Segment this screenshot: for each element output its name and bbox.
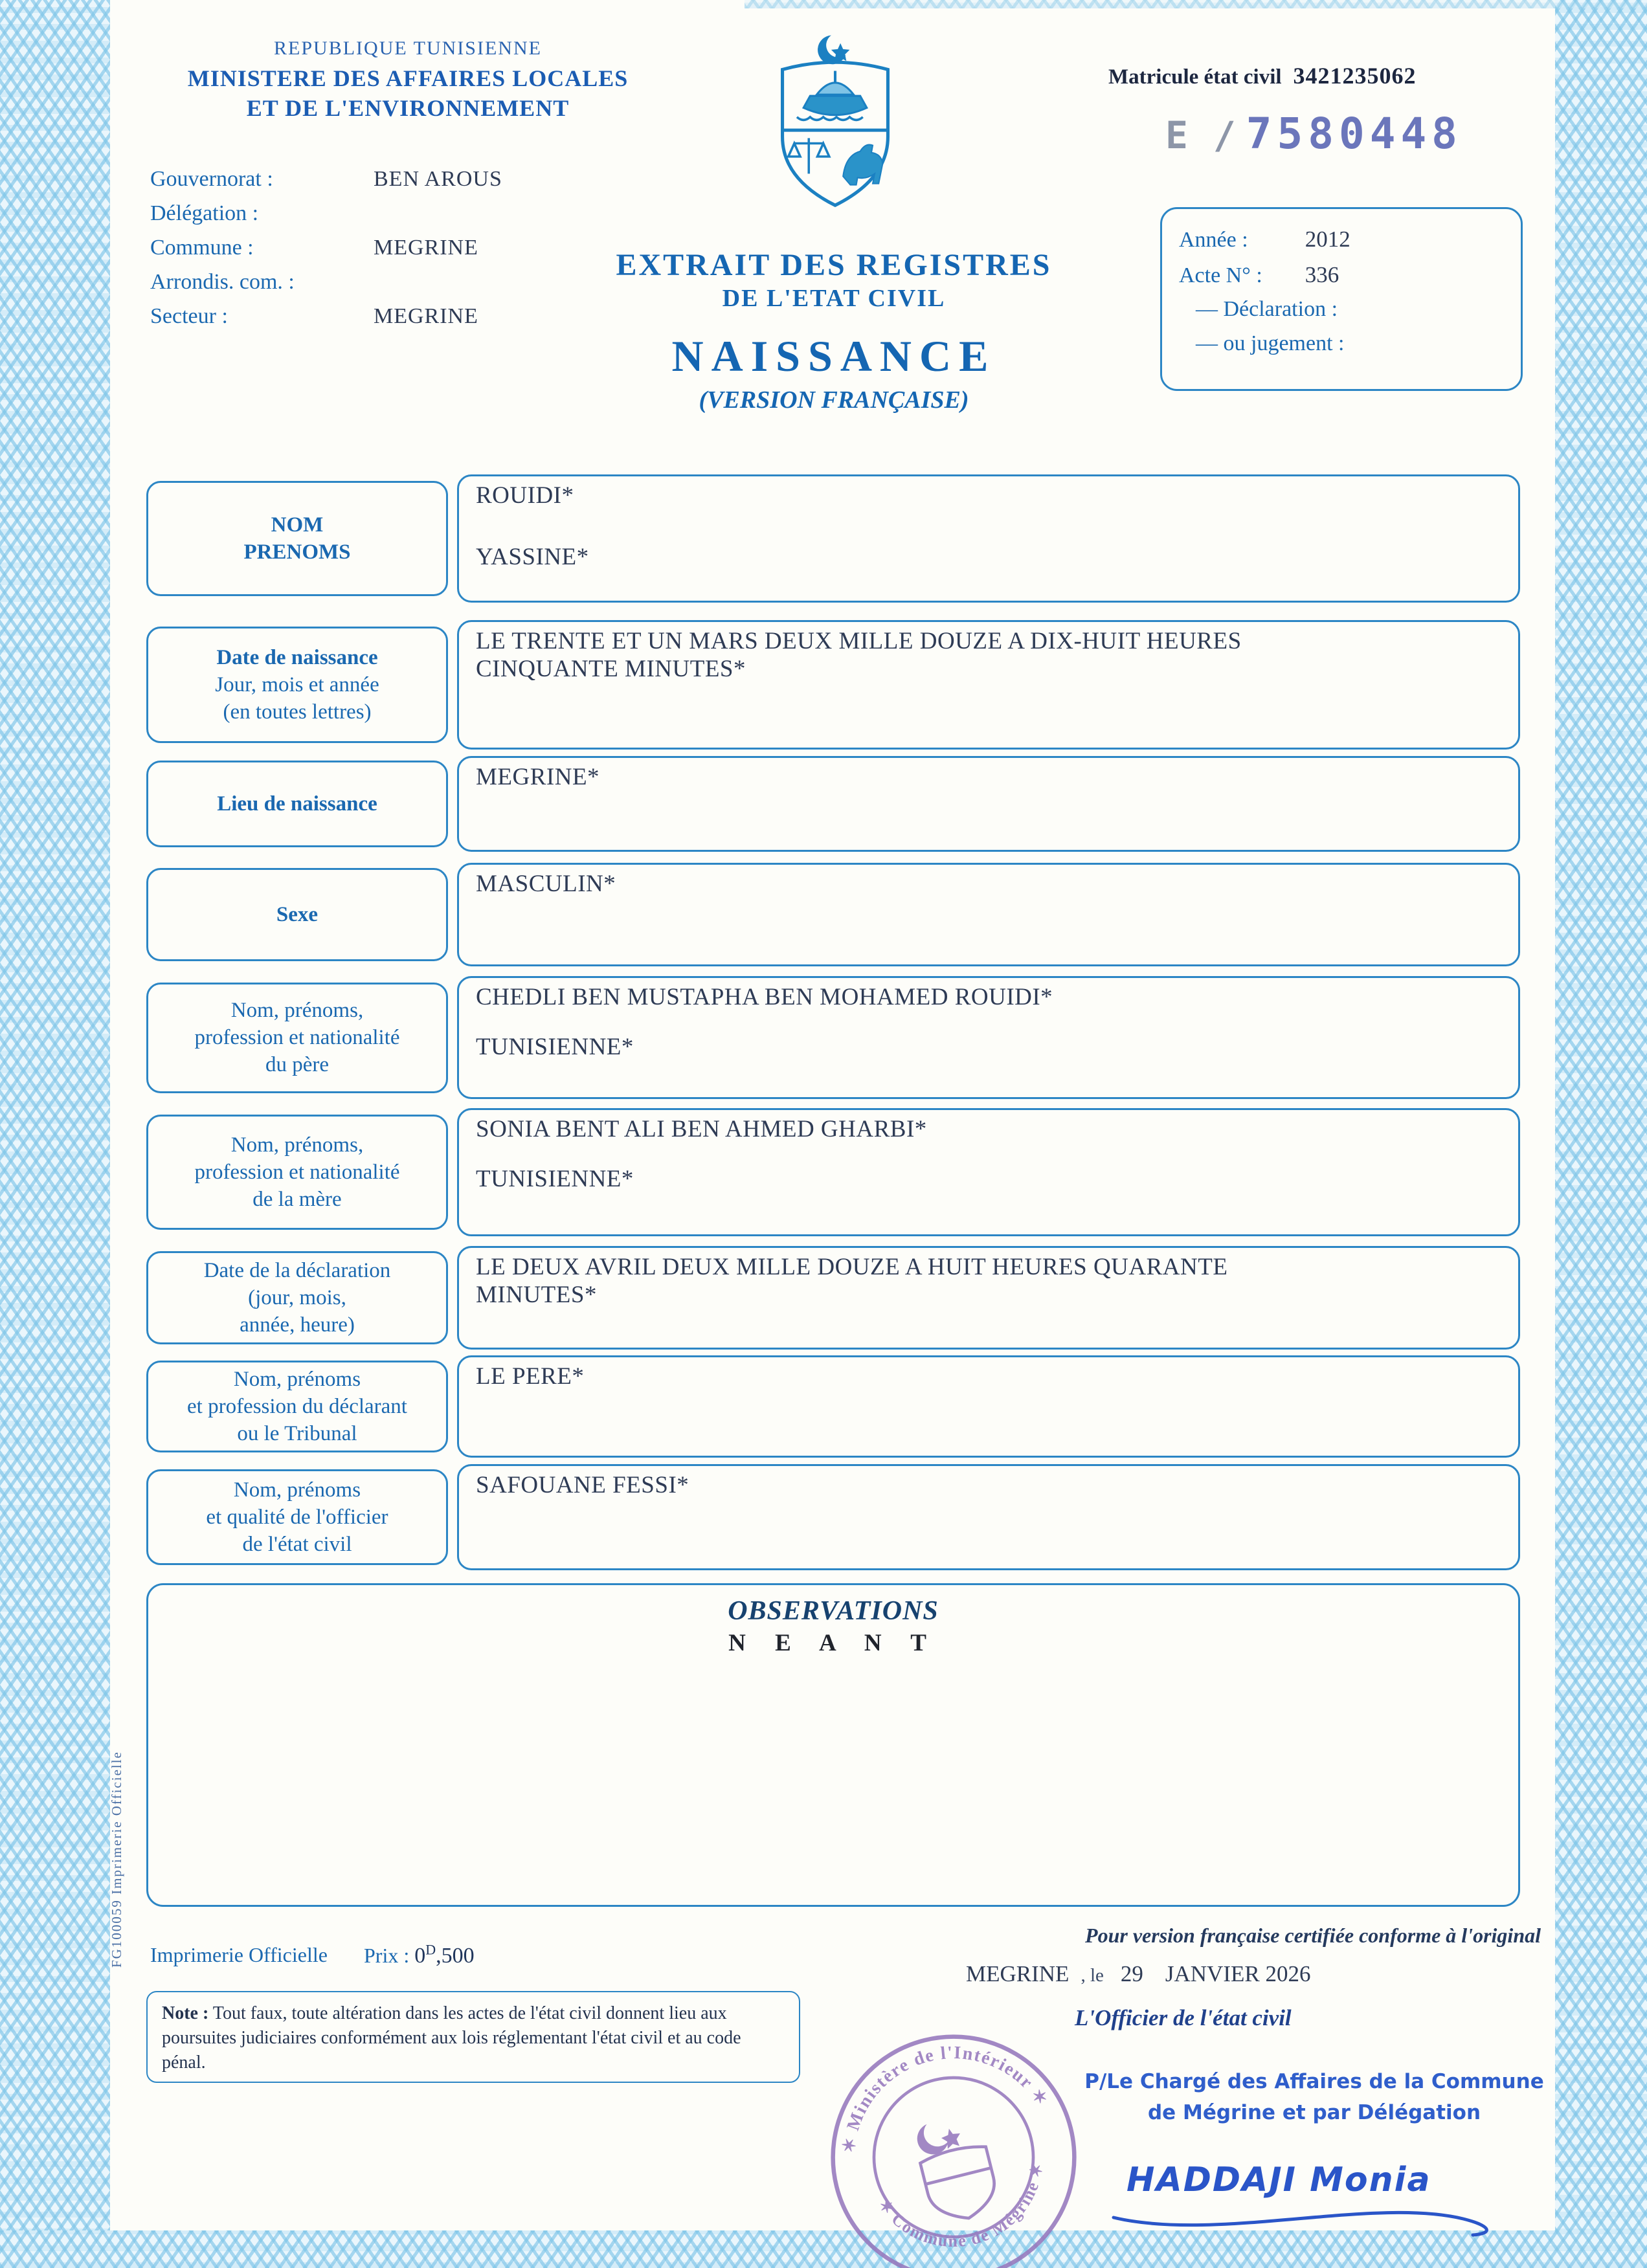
field-value-line: LE PERE* [476,1363,585,1390]
field-label [146,1469,448,1565]
acte-number-label: Acte N° : [1179,263,1262,287]
location-value: BEN AROUS [374,167,502,191]
field-label [146,761,448,847]
imprimerie-label: Imprimerie Officielle [150,1943,328,1966]
field-row-date-declaration [146,1246,1520,1350]
price-value: $0^D,500$ [414,1942,475,1968]
legal-note-box [146,1991,800,2083]
field-label-line: Lieu de naissance [217,792,377,816]
serial-prefix: E / [1165,113,1237,157]
annee-label: Année : [1179,228,1248,252]
serial-digits: 7580448 [1246,109,1462,159]
field-label-line: PRENOMS [243,540,351,564]
field-value [457,1355,1520,1458]
field-value [457,863,1520,966]
matricule-line [1108,62,1536,89]
serial-number [1165,109,1462,159]
field-value-line: MINUTES* [476,1282,597,1308]
field-label [146,868,448,961]
date-day: 29 [1120,1961,1143,1986]
acte-box [1160,207,1523,391]
jugement-label: — ou jugement : [1196,331,1345,356]
matricule-label: Matricule état civil [1108,65,1282,89]
field-label-line: année, heure) [240,1313,355,1337]
field-value-line: TUNISIENNE* [476,1166,634,1192]
declaration-line [1179,293,1504,327]
field-label-line: de l'état civil [242,1533,352,1557]
note-label: Note : [162,2003,209,2023]
field-value [457,474,1520,603]
field-value [457,1246,1520,1350]
field-value-line: SAFOUANE FESSI* [476,1472,689,1498]
declaration-label: — Déclaration : [1196,297,1338,322]
field-value [457,756,1520,852]
annee-line [1179,222,1504,258]
place-value: MEGRINE [966,1961,1070,1986]
field-label-line: Nom, prénoms, [230,998,364,1022]
field-label-line: Nom, prénoms [233,1367,361,1391]
guilloche-border-right [1555,0,1647,2268]
location-label: Secteur : [150,304,228,328]
field-label-line: Jour, mois et année [215,673,379,696]
field-label-line: Nom, prénoms [233,1478,361,1502]
field-label-line: et qualité de l'officier [206,1505,388,1529]
delegation-line1: P/Le Chargé des Affaires de la Commune [1084,2070,1544,2093]
field-label-line: de la mère [252,1188,342,1212]
commune-round-stamp [792,1996,1114,2268]
location-label: Arrondis. com. : [150,270,295,294]
stamp-top-text: ✶ Ministère de l'Intérieur ✶ [838,2043,1053,2154]
le-label: , le [1081,1965,1104,1986]
print-reference-vertical: FG100059 Imprimerie Officielle [109,1751,124,1968]
field-row-sexe [146,863,1520,966]
field-label-line: profession et nationalité [194,1160,400,1184]
field-value-line: ROUIDI* [476,482,574,509]
field-label-line: (jour, mois, [248,1285,346,1309]
acte-number-value: 336 [1305,261,1339,287]
place-date-line [966,1961,1310,1987]
field-row-officier [146,1464,1520,1570]
delegation-line2: de Mégrine et par Délégation [1147,2101,1481,2125]
title-line2: DE L'ETAT CIVIL [722,285,946,312]
title-line4: (VERSION FRANÇAISE) [699,386,969,414]
ministry-line1: MINISTERE DES AFFAIRES LOCALES [187,65,629,91]
location-label: Gouvernorat : [150,167,273,191]
field-row-lieu-naissance [146,756,1520,852]
field-label [146,1361,448,1452]
acte-number-line [1179,258,1504,293]
location-row-delegation [150,201,707,236]
field-value-line: LE DEUX AVRIL DEUX MILLE DOUZE A HUIT HEURES QUARANTE [476,1254,1228,1280]
field-value [457,1464,1520,1570]
observations-value: N E A N T [728,1630,938,1656]
guilloche-border-left [0,0,110,2268]
matricule-value: 3421235062 [1293,63,1417,89]
field-row-date-naissance [146,620,1520,750]
field-value-line: LE TRENTE ET UN MARS DEUX MILLE DOUZE A DIX-HUIT HEURES [476,628,1242,654]
field-label-line: Nom, prénoms, [230,1133,364,1157]
field-value-line: TUNISIENNE* [476,1034,634,1060]
republic-line: REPUBLIQUE TUNISIENNE [274,38,542,59]
stamp-bottom-text: ✶ Commune de Mégrine ✶ [874,2161,1048,2251]
field-value-line: SONIA BENT ALI BEN AHMED GHARBI* [476,1116,927,1142]
field-label-line: NOM [271,513,324,537]
title-line3: NAISSANCE [671,331,996,381]
field-label-line: Date de naissance [216,645,378,669]
certification-line: Pour version française certifiée conforme à l'original [1085,1924,1541,1947]
tunisia-coat-of-arms-icon [763,30,908,221]
field-row-mere [146,1108,1520,1236]
date-month-year: JANVIER 2026 [1165,1961,1311,1986]
field-label [146,481,448,596]
document-title [510,247,1158,414]
field-label-line: (en toutes lettres) [223,700,372,724]
field-label [146,627,448,743]
field-value [457,620,1520,750]
price-label: Prix : [364,1944,410,1968]
field-value-line: MASCULIN* [476,871,616,897]
field-row-declarant [146,1355,1520,1458]
title-line1: EXTRAIT DES REGISTRES [616,248,1052,282]
field-label [146,1115,448,1230]
guilloche-border-top [745,0,1647,8]
ministry-line2: ET DE L'ENVIRONNEMENT [246,95,570,121]
field-value [457,1108,1520,1236]
field-value [457,976,1520,1099]
location-value: MEGRINE [374,236,478,260]
field-value-line: CINQUANTE MINUTES* [476,656,746,682]
annee-value: 2012 [1305,227,1350,252]
field-label-line: profession et nationalité [194,1025,400,1049]
location-label: Délégation : [150,201,259,225]
field-label-line: ou le Tribunal [237,1422,357,1446]
location-value: MEGRINE [374,304,478,328]
field-label-line: Date de la déclaration [203,1258,391,1282]
header-left [139,38,677,122]
observations-title: OBSERVATIONS [728,1596,939,1626]
field-label-line: Sexe [276,902,319,926]
field-label [146,1251,448,1344]
field-value-line: CHEDLI BEN MUSTAPHA BEN MOHAMED ROUIDI* [476,984,1053,1010]
officier-title: L'Officier de l'état civil [1075,2005,1292,2030]
price-line [364,1942,475,1968]
note-text: Tout faux, toute altération dans les actes de l'état civil donnent lieu aux poursuites judiciaires conformément aux lois réglementant l'état civil et au code pénal. [162,2003,741,2073]
location-label: Commune : [150,236,254,260]
signature-name: HADDAJI Monia [1126,2161,1431,2199]
observations-box [146,1583,1520,1907]
delegation-text [1075,2066,1554,2128]
field-label-line: du père [265,1053,330,1077]
jugement-line [1179,327,1504,361]
field-row-pere [146,976,1520,1099]
stamp-emblem-icon [912,2112,1002,2227]
field-value-line: YASSINE* [476,544,589,570]
field-row-nom [146,474,1520,603]
field-label [146,983,448,1093]
signature-swoosh-icon [1101,2199,1515,2245]
field-value-line: MEGRINE* [476,764,600,790]
field-label-line: et profession du déclarant [187,1394,407,1418]
location-row-gouvernorat [150,167,707,201]
